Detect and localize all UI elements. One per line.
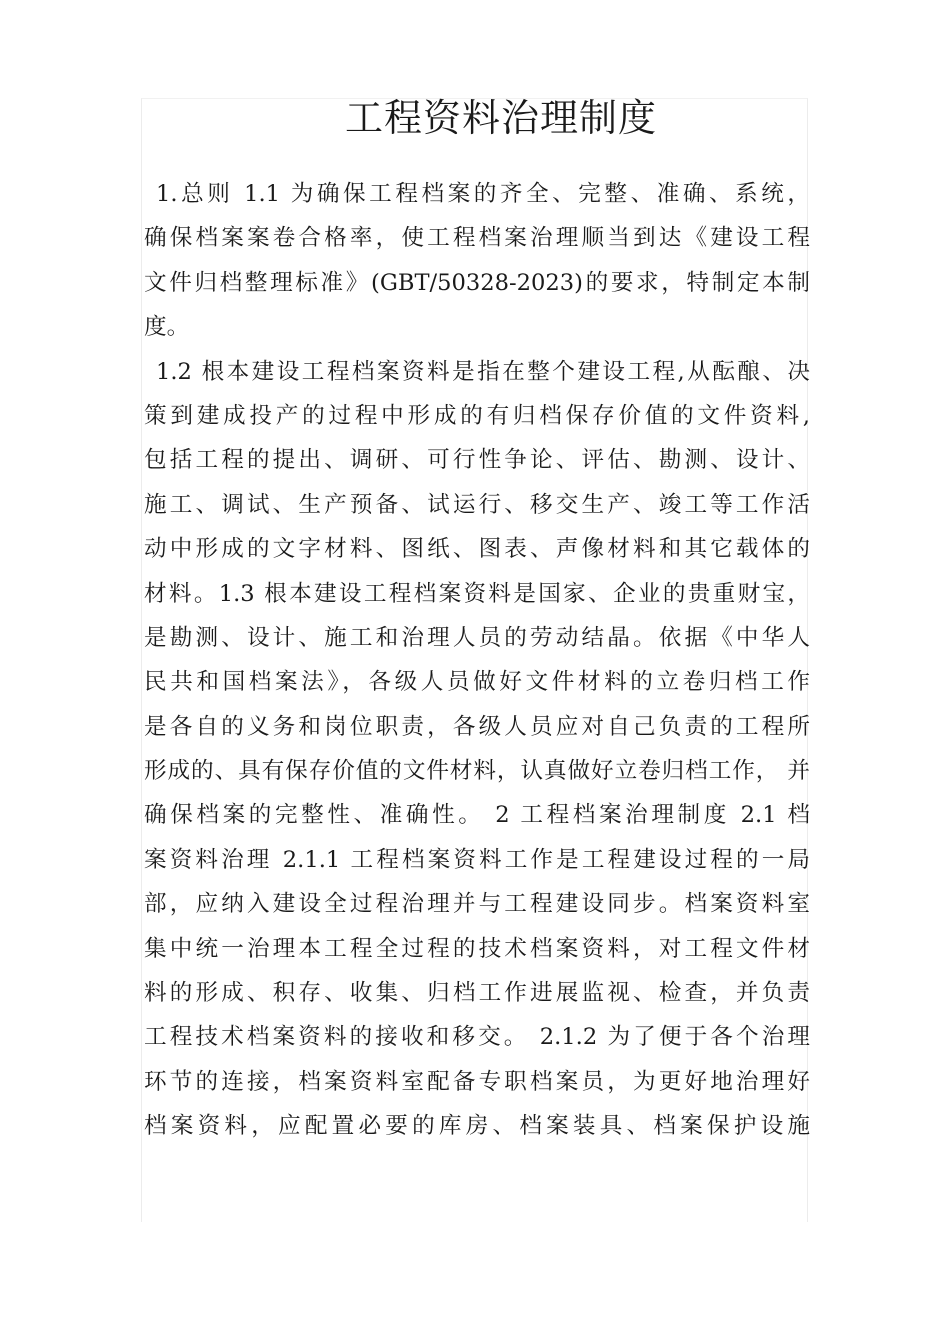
- document-title: 工程资料治理制度: [344, 96, 657, 140]
- text-line: 部，应纳入建设全过程治理并与工程建设同步。档案资料室: [144, 891, 810, 918]
- text-line: 是各自的义务和岗位职责，各级人员应对自己负责的工程所: [144, 713, 810, 740]
- text-line: 料的形成、积存、收集、归档工作进展监视、检查，并负责: [144, 980, 810, 1007]
- text-line: 环节的连接，档案资料室配备专职档案员，为更好地治理好: [144, 1068, 810, 1095]
- text-line: 案资料治理 2.1.1 工程档案资料工作是工程建设过程的一局: [144, 846, 810, 873]
- text-line: 动中形成的文字材料、图纸、图表、声像材料和其它载体的: [144, 536, 810, 563]
- text-line: 度。: [144, 314, 190, 341]
- document-body: [144, 172, 810, 1149]
- text-line: 民共和国档案法》，各级人员做好文件材料的立卷归档工作: [144, 669, 810, 696]
- text-line: 包括工程的提出、调研、可行性争论、评估、勘测、设计、: [144, 447, 810, 474]
- text-line: 施工、调试、生产预备、试运行、移交生产、竣工等工作活: [144, 491, 810, 518]
- text-line: 集中统一治理本工程全过程的技术档案资料，对工程文件材: [144, 935, 810, 962]
- text-line: 1.2 根本建设工程档案资料是指在整个建设工程,从酝酿、决: [156, 358, 810, 385]
- text-line: 文件归档整理标准》(GBT/50328-2023)的要求，特制定本制: [144, 269, 810, 296]
- text-line: 确保档案案卷合格率，使工程档案治理顺当到达《建设工程: [144, 225, 810, 252]
- text-line: 策到建成投产的过程中形成的有归档保存价值的文件资料,: [144, 402, 810, 429]
- text-line: 确保档案的完整性、准确性。 2 工程档案治理制度 2.1 档: [144, 802, 810, 829]
- text-line: 是勘测、设计、施工和治理人员的劳动结晶。依据《中华人: [144, 624, 810, 651]
- text-line: 工程技术档案资料的接收和移交。 2.1.2 为了便于各个治理: [144, 1024, 810, 1051]
- text-line: 档案资料，应配置必要的库房、档案装具、档案保护设施: [144, 1113, 810, 1140]
- text-line: 形成的、具有保存价值的文件材料，认真做好立卷归档工作， 并: [144, 758, 810, 785]
- text-line: 材料。1.3 根本建设工程档案资料是国家、企业的贵重财宝，: [144, 580, 810, 607]
- text-line: 1.总则 1.1 为确保工程档案的齐全、完整、准确、系统，: [156, 181, 810, 207]
